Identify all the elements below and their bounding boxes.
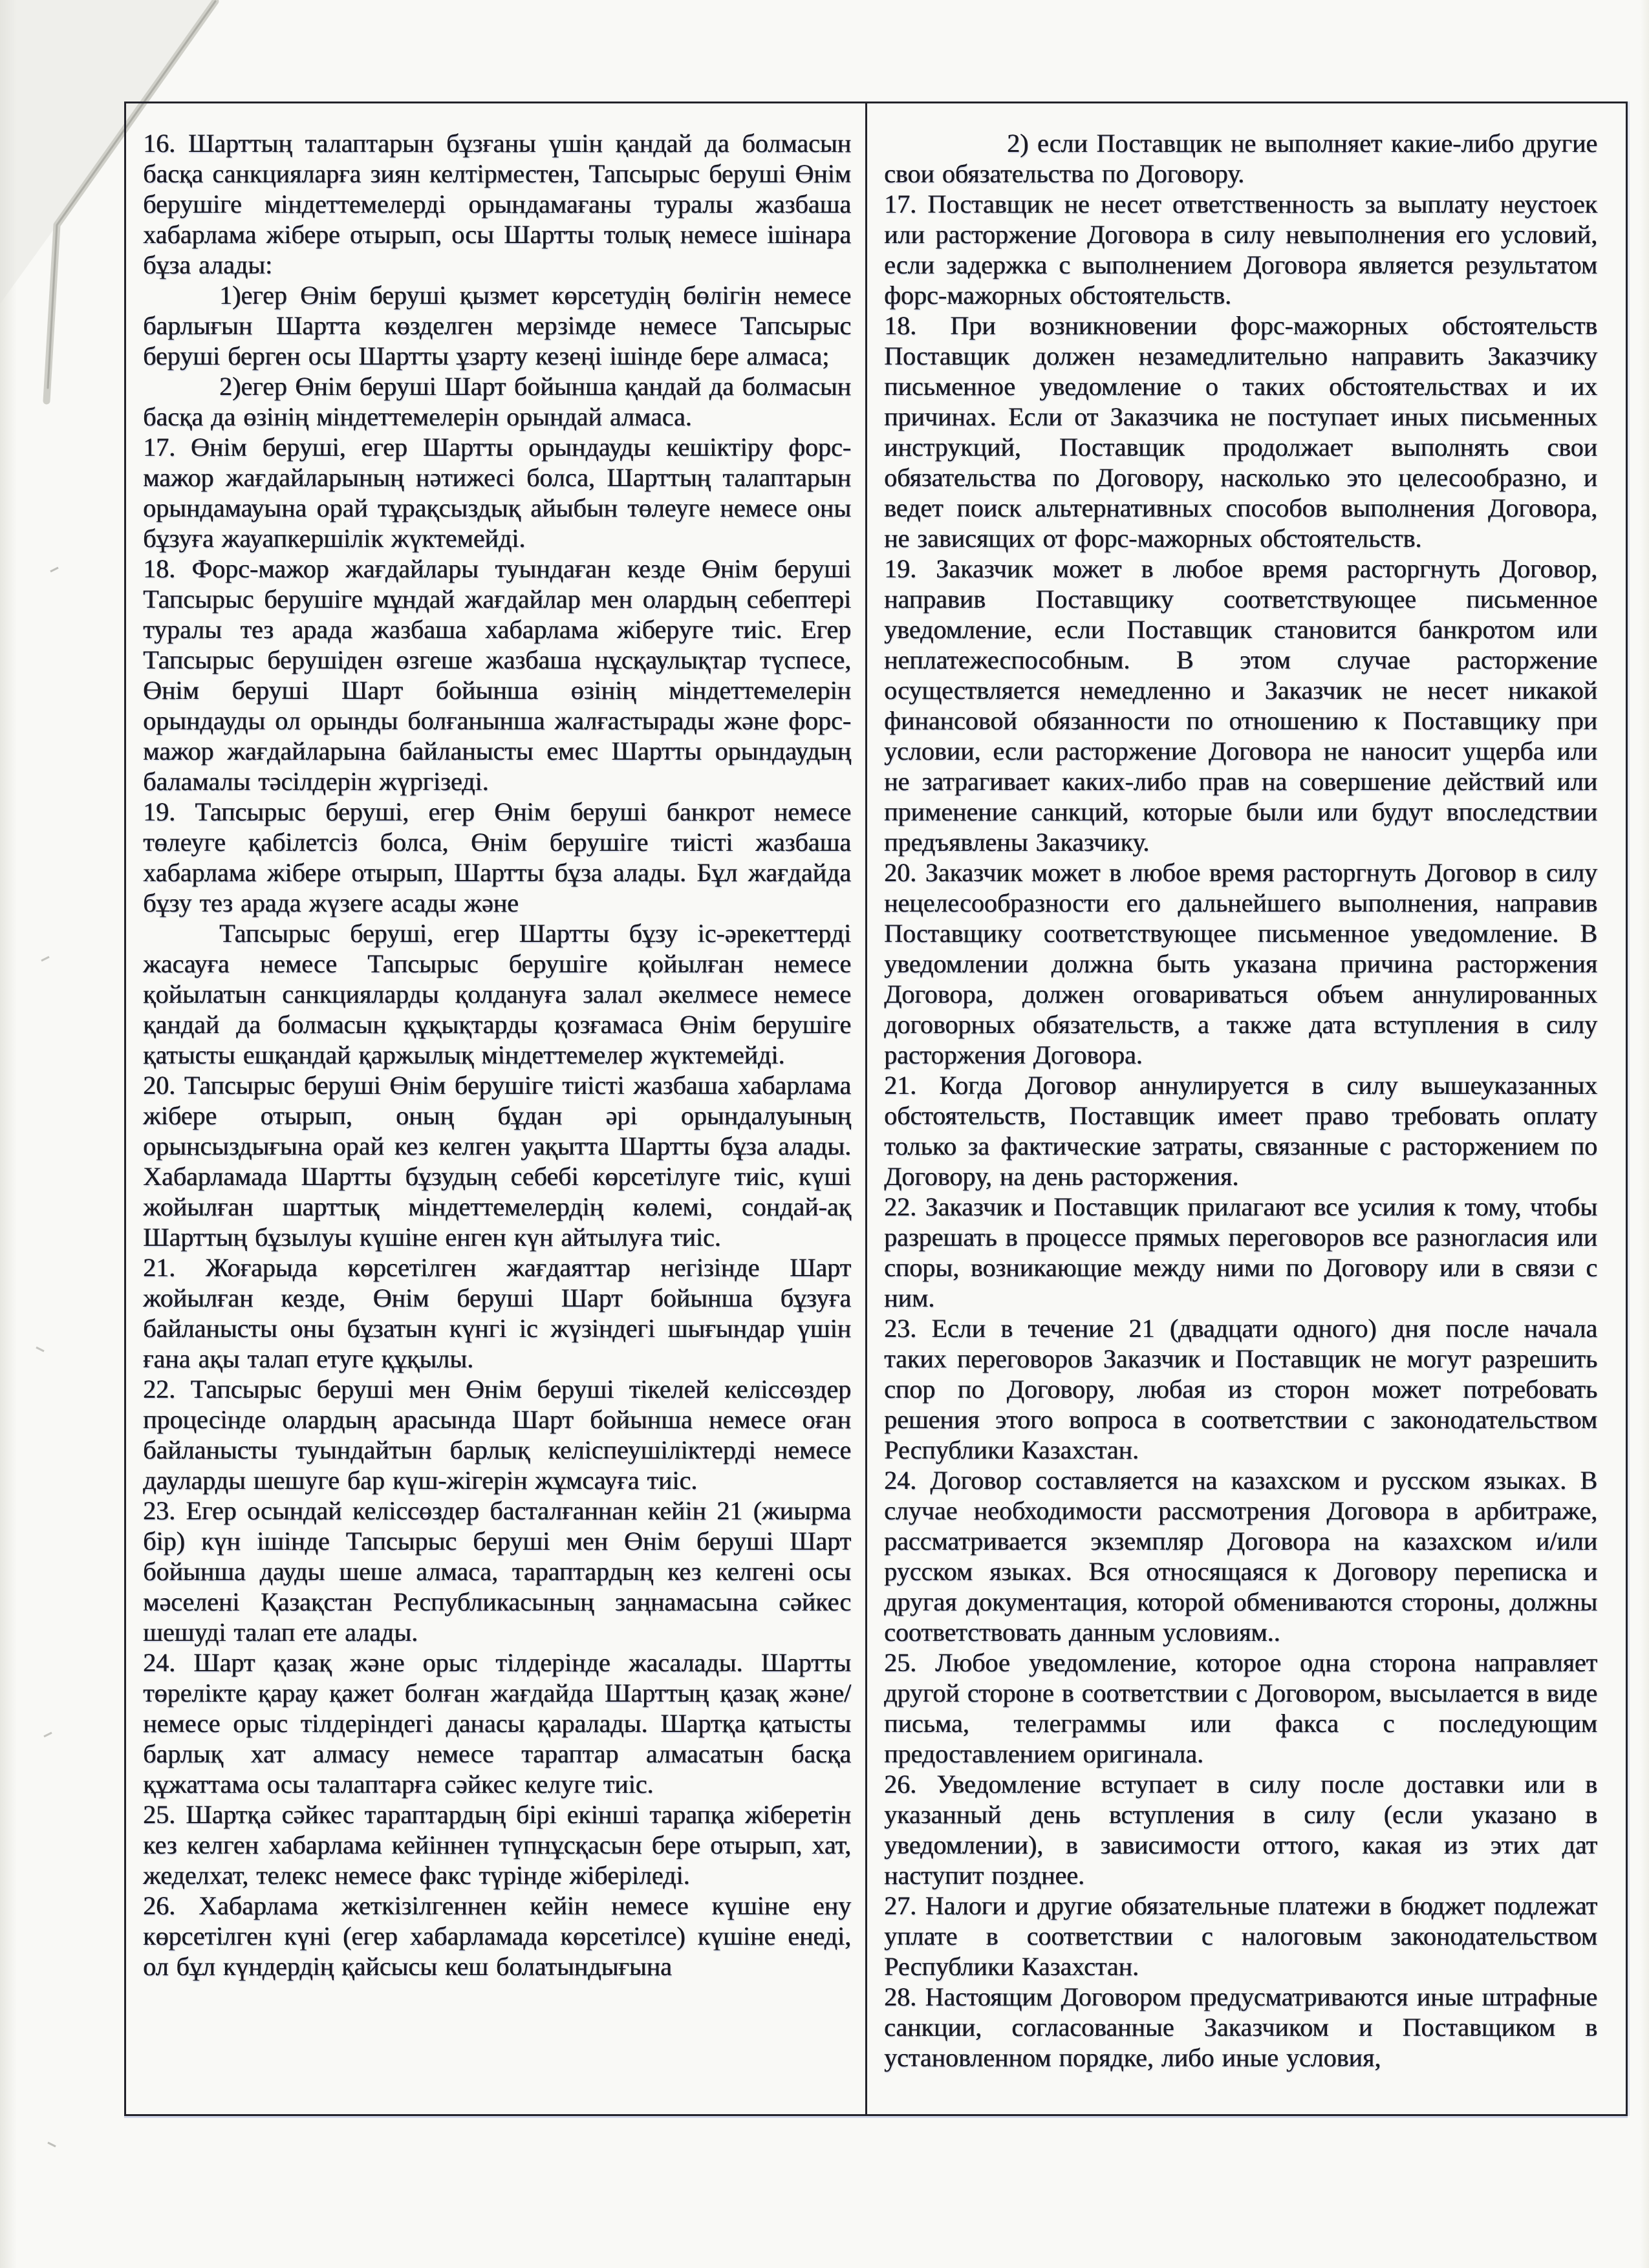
paragraph: 16. Шарттың талаптарын бұзғаны үшін қандай да болмасын басқа санкцияларға зиян келтірместен, Тапсырыс беруші Өнім берушіге міндеттемелерді орындамағаны туралы жазбаша хабарлама жібере отырып, осы Шартты толық немесе ішінара бұза алады: xyxy=(143,129,851,279)
paragraph: 19. Тапсырыс беруші, егер Өнім беруші банкрот немесе төлеуге қабілетсіз болса, Өнім берушіге тиісті жазбаша хабарлама жібере отырып, Шартты бұза алады. Бұл жағдайда бұзу тез арада жүзеге асады және xyxy=(143,797,851,917)
paragraph: 25. Любое уведомление, которое одна сторона направляет другой стороне в соответствии с Договором, высылается в виде письма, телеграммы или факса с последующим предоставлением оригинала. xyxy=(884,1648,1597,1768)
paragraph: 2) если Поставщик не выполняет какие-либо другие свои обязательства по Договору. xyxy=(884,129,1597,188)
paragraph: Тапсырыс беруші, егер Шартты бұзу іс-әрекеттерді жасауға немесе Тапсырыс берушіге қойылған немесе қойылатын санкцияларды қолдануға залал әкелмесе немесе қандай да болмасын құқықтарды қозғамаса Өнім берушіге қатысты ешқандай қаржылық міндеттемелер жүктемейді. xyxy=(143,919,851,1069)
paragraph: 20. Заказчик может в любое время расторгнуть Договор в силу нецелесообразности его дальнейшего выполнения, направив Поставщику соответствующее письменное уведомление. В уведомлении должна быть указана причина расторжения Договора, должен оговариваться объем аннулированных договорных обязательств, а также дата вступления в силу расторжения Договора. xyxy=(884,858,1597,1069)
paragraph: 20. Тапсырыс беруші Өнім берушіге тиісті жазбаша хабарлама жібере отырып, оның бұдан әрі орындалуының орынсыздығына орай кез келген уақытта Шартты бұза алады. Хабарламада Шартты бұзудың себебі көрсетілуге тиіс, күші жойылған шарттық міндеттемелердің көлемі, сондай-ақ Шарттың бұзылуы күшіне енген күн айтылуға тиіс. xyxy=(143,1071,851,1252)
paragraph: 17. Поставщик не несет ответственность за выплату неустоек или расторжение Договора в силу невыполнения его условий, если задержка с выполнением Договора является результатом форс-мажорных обстоятельств. xyxy=(884,189,1597,310)
margin-tick xyxy=(48,2143,56,2146)
paragraph: 22. Заказчик и Поставщик прилагают все усилия к тому, чтобы разрешать в процессе прямых переговоров все разногласия или споры, возникающие между ними по Договору или в связи с ним. xyxy=(884,1192,1597,1312)
paragraph: 21. Жоғарыда көрсетілген жағдаяттар негізінде Шарт жойылған кезде, Өнім беруші Шарт бойынша бұзуға байланысты оны бұзатын күнгі іс жүзіндегі шығындар үшін ғана ақы талап етуге құқылы. xyxy=(143,1253,851,1373)
paragraph: 23. Если в течение 21 (двадцати одного) дня после начала таких переговоров Заказчик и Поставщик не могут разрешить спор по Договору, любая из сторон может потребовать решения этого вопроса в соответствии с законодательством Республики Казахстан. xyxy=(884,1314,1597,1464)
paragraph: 17. Өнім беруші, егер Шартты орындауды кешіктіру форс-мажор жағдайларының нәтижесі болса, Шарттың талаптарын орындамауына орай тұрақсыздық айыбын төлеуге немесе оны бұзуға жауапкершілік жүктемейді. xyxy=(143,433,851,553)
margin-tick xyxy=(41,957,49,961)
paragraph: 22. Тапсырыс беруші мен Өнім беруші тікелей келіссөздер процесінде олардың арасында Шарт бойынша немесе оған байланысты туындайтын барлық келіспеушіліктерді немесе дауларды шешуге бар күш-жігерін жұмсауға тиіс. xyxy=(143,1375,851,1495)
column-kazakh xyxy=(126,103,867,2114)
paragraph: 27. Налоги и другие обязательные платежи в бюджет подлежат уплате в соответствии с налоговым законодательством Республики Казахстан. xyxy=(884,1891,1597,1981)
paragraph: 18. Форс-мажор жағдайлары туындаған кезде Өнім беруші Тапсырыс берушіге мұндай жағдайлар мен олардың себептері туралы тез арада жазбаша хабарлама жіберуге тиіс. Егер Тапсырыс берушіден өзгеше жазбаша нұсқаулықтар түспесе, Өнім беруші Шарт бойынша өзінің міндеттемелерін орындауды ол орынды болғанынша жалғастырады және форс-мажор жағдайларына байланысты емес Шартты орындаудың баламалы тәсілдерін жүргізеді. xyxy=(143,554,851,796)
margin-tick xyxy=(36,1347,44,1351)
paragraph: 28. Настоящим Договором предусматриваются иные штрафные санкции, согласованные Заказчиком и Поставщиком в установленном порядке, либо иные условия, xyxy=(884,1982,1597,2072)
margin-tick xyxy=(44,1733,52,1737)
paragraph: 24. Шарт қазақ және орыс тілдерінде жасалады. Шартты төрелікте қарау қажет болған жағдайда Шарттың қазақ және/немесе орыс тілдеріндегі данасы қаралады. Шартқа қатысты барлық хат алмасу немесе тараптар алмасатын басқа құжаттама осы талаптарға сәйкес келуге тиіс. xyxy=(143,1648,851,1799)
column-russian xyxy=(867,103,1626,2114)
paragraph: 1)егер Өнім беруші қызмет көрсетудің бөлігін немесе барлығын Шартта көзделген мерзімде немесе Тапсырыс беруші берген осы Шартты ұзарту кезеңі ішінде бере алмаса; xyxy=(143,281,851,370)
paragraph: 26. Хабарлама жеткізілгеннен кейін немесе күшіне ену көрсетілген күні (егер хабарламада көрсетілсе) күшіне енеді, ол бұл күндердің қайсысы кеш болатындығына xyxy=(143,1891,851,1981)
paragraph: 23. Егер осындай келіссөздер басталғаннан кейін 21 (жиырма бір) күн ішінде Тапсырыс беруші мен Өнім беруші Шарт бойынша дауды шеше алмаса, тараптардың кез келгені осы мәселені Қазақстан Республикасының заңнамасына сәйкес шешуді талап ете алады. xyxy=(143,1496,851,1647)
paragraph: 21. Когда Договор аннулируется в силу вышеуказанных обстоятельств, Поставщик имеет право требовать оплату только за фактические затраты, связанные с расторжением по Договору, на день расторжения. xyxy=(884,1071,1597,1191)
paragraph: 26. Уведомление вступает в силу после доставки или в указанный день вступления в силу (если указано в уведомлении), в зависимости оттого, какая из этих дат наступит позднее. xyxy=(884,1770,1597,1890)
paragraph: 25. Шартқа сәйкес тараптардың бірі екінші тарапқа жіберетін кез келген хабарлама кейіннен түпнұсқасын бере отырып, хат, жеделхат, телекс немесе факс түрінде жіберіледі. xyxy=(143,1800,851,1890)
paragraph: 24. Договор составляется на казахском и русском языках. В случае необходимости рассмотрения Договора в арбитраже, рассматривается экземпляр Договора на казахском и/или русском языках. Вся относящаяся к Договору переписка и другая документация, которой обмениваются стороны, должны соответствовать данным условиям.. xyxy=(884,1466,1597,1647)
paragraph: 18. При возникновении форс-мажорных обстоятельств Поставщик должен незамедлительно направить Заказчику письменное уведомление о таких обстоятельствах и их причинах. Если от Заказчика не поступает иных письменных инструкций, Поставщик продолжает выполнять свои обязательства по Договору, насколько это целесообразно, и ведет поиск альтернативных способов выполнения Договора, не зависящих от форс-мажорных обстоятельств. xyxy=(884,311,1597,553)
paragraph: 2)егер Өнім беруші Шарт бойынша қандай да болмасын басқа да өзінің міндеттемелерін орындай алмаса. xyxy=(143,372,851,431)
paragraph: 19. Заказчик может в любое время расторгнуть Договор, направив Поставщику соответствующее письменное уведомление, если Поставщик становится банкротом или неплатежеспособным. В этом случае расторжение осуществляется немедленно и Заказчик не несет никакой финансовой обязанности по отношению к Поставщику при условии, если расторжение Договора не наносит ущерба или не затрагивает каких-либо прав на совершение действий или применение санкций, которые были или будут впоследствии предъявлены Заказчику. xyxy=(884,554,1597,857)
contract-table xyxy=(124,102,1628,2116)
margin-tick xyxy=(50,568,58,572)
